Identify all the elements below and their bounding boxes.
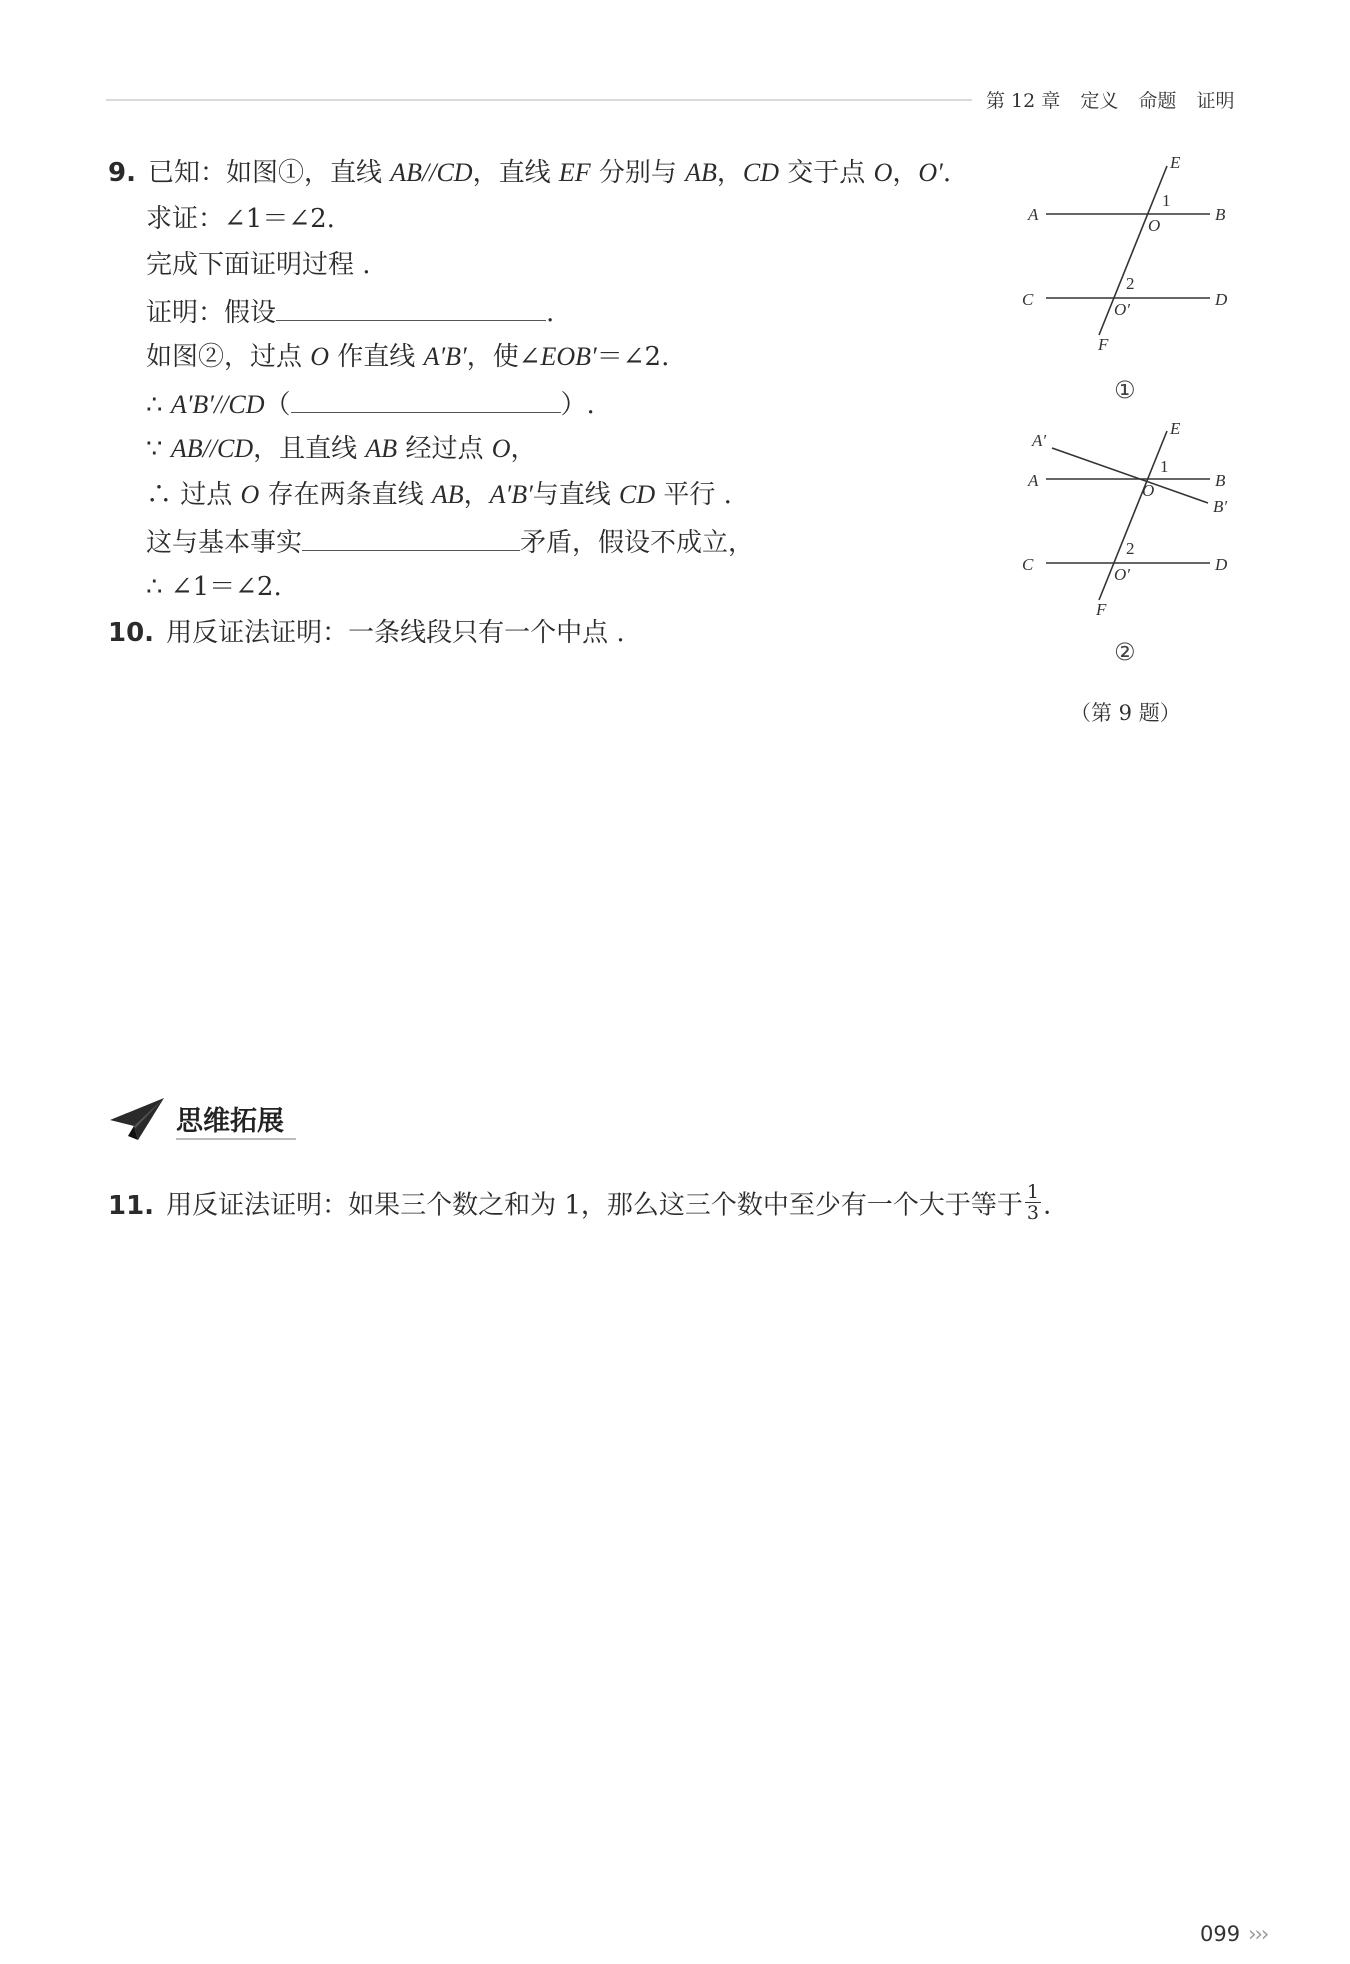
q9-two-lines-line: ∴ 过点 O 存在两条直线 AB，A′B′与直线 CD 平行 . bbox=[146, 480, 732, 510]
fraction-one-third: $\frac{1}{3}$ bbox=[1026, 1181, 1039, 1224]
figure-2 bbox=[1010, 420, 1250, 634]
q10-number: 10. bbox=[108, 618, 155, 648]
line-ef bbox=[1099, 431, 1167, 600]
label-a: A bbox=[1028, 205, 1039, 224]
label-b-prime: B′ bbox=[1213, 497, 1228, 516]
q10-line bbox=[108, 616, 625, 650]
label-f: F bbox=[1096, 600, 1107, 619]
label-o: O bbox=[1142, 481, 1155, 500]
chapter-topic-definition: 定义 bbox=[1080, 90, 1119, 112]
page-number: 099 ››› bbox=[1200, 1922, 1268, 1946]
q9-number: 9. bbox=[108, 158, 136, 188]
line-a-prime-b-prime bbox=[1052, 448, 1208, 503]
line-ef bbox=[1099, 166, 1167, 335]
header-rule bbox=[106, 99, 972, 101]
label-e: E bbox=[1170, 419, 1181, 438]
label-c: C bbox=[1022, 290, 1034, 309]
figure-1 bbox=[1010, 150, 1250, 364]
chapter-number: 第 12 章 bbox=[986, 90, 1061, 112]
label-f: F bbox=[1098, 335, 1109, 354]
label-angle-2: 2 bbox=[1126, 274, 1135, 293]
chapter-topic-proof: 证明 bbox=[1196, 90, 1235, 112]
chevron-right-icon: ››› bbox=[1248, 1922, 1268, 1946]
q11-number: 11. bbox=[108, 1190, 155, 1221]
label-o: O bbox=[1148, 216, 1161, 235]
figure-1-marker: ① bbox=[1114, 376, 1136, 404]
q11-line: 11. 用反证法证明：如果三个数之和为 1，那么这三个数中至少有一个大于等于 $\frac{1}{3}$ . bbox=[108, 1181, 1052, 1224]
assumption-blank[interactable] bbox=[276, 294, 546, 321]
q9-assume-line: 证明：假设 . bbox=[146, 294, 554, 330]
label-d: D bbox=[1215, 555, 1228, 574]
chapter-header bbox=[986, 86, 1248, 113]
label-a-prime: A′ bbox=[1032, 431, 1047, 450]
q9-final-line: ∴ ∠1＝∠2. bbox=[146, 572, 282, 602]
q11-text: 用反证法证明：如果三个数之和为 1，那么这三个数中至少有一个大于等于 bbox=[166, 1190, 1023, 1221]
q9-construction-line: 如图②，过点 O 作直线 A′B′，使∠EOB′＝∠2. bbox=[146, 342, 670, 372]
label-angle-1: 1 bbox=[1162, 191, 1171, 210]
label-a: A bbox=[1028, 471, 1039, 490]
label-e: E bbox=[1170, 153, 1181, 172]
reason-blank[interactable] bbox=[291, 386, 561, 413]
section-title-underline bbox=[176, 1138, 296, 1140]
q9-parallel-conclusion-line: ∴ A′B′//CD（ ）. bbox=[146, 386, 595, 422]
label-b: B bbox=[1215, 205, 1226, 224]
q9-given-line: 9. 已知：如图①，直线 AB//CD，直线 EF 分别与 AB，CD 交于点 O，O′. bbox=[108, 158, 952, 188]
label-angle-1: 1 bbox=[1160, 457, 1169, 476]
q9-because-line: ∵ AB//CD，且直线 AB 经过点 O， bbox=[146, 434, 537, 464]
figure-2-marker: ② bbox=[1114, 638, 1136, 666]
q9-prove-line: 求证：∠1＝∠2. bbox=[146, 204, 335, 234]
section-title: 思维拓展 bbox=[176, 1106, 284, 1137]
label-o-prime: O′ bbox=[1114, 300, 1130, 319]
basic-fact-blank[interactable] bbox=[302, 524, 520, 551]
q10-text: 用反证法证明：一条线段只有一个中点 . bbox=[166, 618, 625, 648]
label-o-prime: O′ bbox=[1114, 565, 1130, 584]
label-angle-2: 2 bbox=[1126, 539, 1135, 558]
label-d: D bbox=[1215, 290, 1228, 309]
paper-plane-icon bbox=[108, 1094, 168, 1144]
q9-contradiction-line: 这与基本事实 矛盾，假设不成立， bbox=[146, 524, 754, 560]
chapter-topic-proposition: 命题 bbox=[1138, 90, 1177, 112]
label-b: B bbox=[1215, 471, 1226, 490]
q9-instruction-line: 完成下面证明过程 . bbox=[146, 250, 371, 280]
label-c: C bbox=[1022, 555, 1034, 574]
figure-caption: （第 9 题） bbox=[1070, 701, 1181, 725]
